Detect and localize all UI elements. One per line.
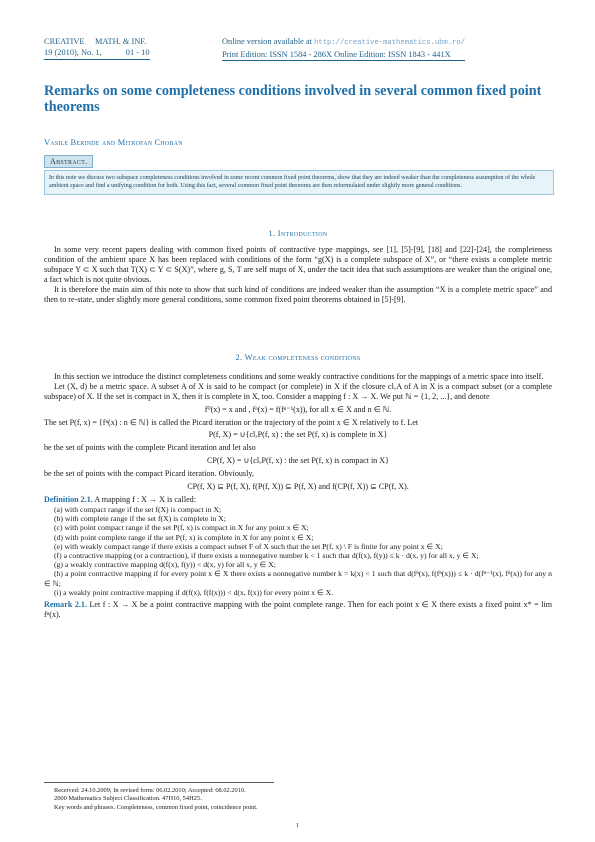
- definition-intro: A mapping f : X → X is called:: [94, 494, 196, 504]
- section-heading-introduction: 1. Introduction: [268, 229, 328, 238]
- equation-compact-picard-set: CP(f, X) = ∪{clₓP(f, x) : the set P(f, x) is compact in X}: [206, 455, 389, 465]
- definition-label: Definition 2.1.: [44, 494, 93, 504]
- journal-name: CREATIVE MATH. & INF.: [44, 37, 147, 46]
- journal-volume: 19 (2010), No. 1,: [44, 48, 102, 57]
- definition-item: (i) a weakly point contractive mapping if d(f(x), f(f(x))) < d(x, f(x)) for every point x ∈ X.: [54, 587, 334, 597]
- definition-item: (g) a weakly contractive mapping d(f(x), f(y)) < d(x, y) for all x, y ∈ X;: [54, 560, 276, 570]
- remark-text: Let f : X → X be a point contractive mapping with the point complete range. Then for each point x ∈ X there exists a fixed point x* = lim fⁿ(x).: [44, 600, 553, 620]
- s2-paragraph-1: In this section we introduce the distinct completeness conditions and some weakly contractive conditions for the mappings of a metric space into itself.: [54, 372, 544, 381]
- online-prefix: Online version available at: [222, 37, 312, 46]
- footnotes: [54, 787, 258, 812]
- definition-item: (a) with compact range if the set f(X) is compact in X;: [54, 505, 222, 515]
- equation-picard-set: P(f, X) = ∪{clₓP(f, x) : the set P(f, x) is complete in X}: [208, 430, 388, 440]
- footnote-msc: 2000 Mathematics Subject Classification. 47H10, 54H25.: [54, 795, 202, 803]
- s2-paragraph-4: be the set of points with the complete Picard iteration and let also: [44, 442, 256, 452]
- footnote-received: Received: 24.10.2009; In revised form: 06.02.2010; Accepted: 08.02.2010.: [54, 787, 246, 794]
- s2-paragraph-3: The set P(f, x) = {fⁿ(x) : n ∈ ℕ} is called the Picard iteration or the trajectory of the point x ∈ X relatively to f. Let: [44, 418, 419, 428]
- online-version-row: [222, 36, 465, 49]
- journal-pages: 01 - 10: [125, 48, 150, 57]
- intro-paragraph-2: It is therefore the main aim of this note to show that such kind of conditions are indeed weaker than the assumption “X is a complete metric space” and then to re-state, under slightly more general conditions, some common fixed point theorems obtained in [5]-[9].: [44, 285, 552, 305]
- definition-item: (e) with weakly compact range if there exists a compact subset F of X such that the set P(f, x) \ F is finite for any point x ∈ X;: [54, 541, 443, 551]
- footnote-keywords: Key words and phrases. Completeness, common fixed point, coincidence point.: [54, 803, 258, 811]
- definition-item: (c) with point compact range if the set P(f, x) is compact in X for any point x ∈ X;: [54, 523, 309, 533]
- section2-body: [44, 372, 552, 620]
- intro-paragraph-1: In some very recent papers dealing with common fixed points of contractive type mappings, see [1], [5]-[9], [18] and [22]-[24], the completeness condition of the ambient space X has been replaced with conditions of the form “g(X) is a complete subspace of X”, or “there exists a complete metric subspace Y ⊂ X such that T(X) ⊂ Y ⊂ S(X)”, where g, S, T are self maps of X, under the tacit idea that such assumptions are weaker than the original one, a fact which is not quite obvious.: [44, 245, 552, 285]
- definition-item: (d) with point complete range if the set P(f, x) is complete in X for any point x ∈ X;: [54, 532, 314, 542]
- definition-item: (f) a contractive mapping (or a contraction), if there exists a nonnegative number k < 1 such that d(f(x), f(y)) ≤ k · d(x, y) for all x, y ∈ X;: [54, 551, 479, 561]
- equation-inclusions: CP(f, X) ⊆ P(f, X), f(P(f, X)) ⊆ P(f, X) and f(CP(f, X)) ⊆ CP(f, X).: [187, 481, 409, 491]
- section-heading-weak-completeness: 2. Weak completeness conditions: [235, 353, 361, 362]
- abstract-label: Abstract.: [44, 155, 93, 168]
- journal-header: [44, 36, 150, 60]
- introduction-body: [44, 245, 552, 306]
- footnote-rule: [44, 782, 274, 783]
- equation-iterates: f⁰(x) = x and , fⁿ(x) = f(fⁿ⁻¹(x)), for all x ∈ X and n ∈ ℕ.: [204, 405, 392, 415]
- print-edition: Print Edition: ISSN 1584 - 286X Online Edition: ISSN 1843 - 441X: [222, 49, 465, 61]
- remark-label: Remark 2.1.: [44, 600, 87, 610]
- definition-items: [44, 505, 552, 597]
- s2-paragraph-2: Let (X, d) be a metric space. A subset A of X is said to be compact (or complete) in X if the closure clₓA of A in X is a compact subset (or a complete subspace) of X. If the set is compact in X, then it is complete in X, too. Consider a mapping f : X → X. We put ℕ = {1, 2, ...}, and denote: [44, 382, 552, 402]
- edition-header: [222, 36, 465, 61]
- definition-item: (h) a point contractive mapping if for every point x ∈ X there exists a nonnegative number k = k(x) < 1 such that d(fⁿ(x), f(fⁿ(x))) ≤ k · d(fⁿ⁻¹(x), fⁿ(x)) for any n ∈ ℕ;: [44, 569, 552, 588]
- paper-title: Remarks on some completeness conditions involved in several common fixed point theorems: [44, 83, 542, 115]
- definition-2-1: [44, 495, 552, 505]
- remark-2-1: [44, 600, 552, 620]
- page-number: 1: [295, 822, 300, 829]
- definition-item: (b) with complete range if the set f(X) is complete in X;: [54, 514, 226, 524]
- online-url-link[interactable]: http://creative-mathematics.ubm.ro/: [314, 39, 466, 47]
- abstract-text: In this note we discuss two subspace completeness conditions involved in some recent common fixed point theorems, show that they are indeed weaker than the completeness assumption of the whole ambient space and find a unifying condition for both. Using this fact, several common fixed point theorems are then reformulated under slightly more general conditions.: [44, 170, 554, 195]
- s2-paragraph-5: be the set of points with the compact Picard iteration. Obviously,: [44, 468, 254, 478]
- journal-volume-row: [44, 47, 150, 60]
- authors: Vasile Berinde and Mitrofan Choban: [44, 138, 183, 147]
